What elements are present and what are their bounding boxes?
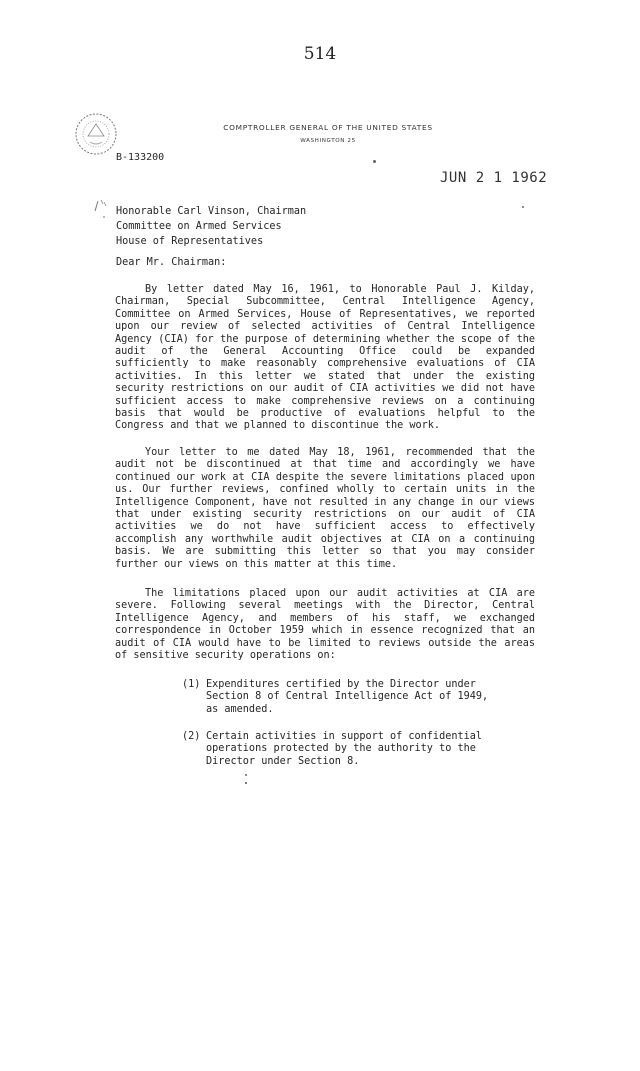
letterhead-city: WASHINGTON 25: [300, 138, 356, 144]
list-item-text: Certain activities in support of confidential operations protected by the authority to the Director under Section 8.: [206, 731, 483, 767]
address-block: [116, 204, 306, 249]
list-item-text: Expenditures certified by the Director under Section 8 of Central Intelligence Act of 1949, as amended.: [206, 679, 489, 715]
scan-speck: [245, 782, 247, 784]
body-paragraph: The limitations placed upon our audit activities at CIA are severe. Following several meetings with the Director, Central Intelligence Agency, and members of his staff, we exchanged correspondence in October 1959 which in essence recognized that an audit of CIA would have to be limited to reviews outside the areas of sensitive security operations on:: [115, 588, 535, 662]
address-line: Honorable Carl Vinson, Chairman: [116, 206, 307, 217]
address-line: Committee on Armed Services: [116, 221, 282, 232]
scan-speck: [522, 206, 524, 208]
list-item-number: (1): [182, 679, 201, 690]
body-paragraph: By letter dated May 16, 1961, to Honorable Paul J. Kilday, Chairman, Special Subcommittee, Central Intelligence Agency, Committee on Armed Services, House of Representatives, we reported upon our review of selected activities of Central Intelligence Agency (CIA) for the purpose of determining whether the scope of the audit of the General Accounting Office could be expanded sufficiently to make reasonably comprehensive evaluations of CIA activities. In this letter we stated that under the existing security restrictions on our audit of CIA activities we did not have sufficient access to make comprehensive reviews on a continuing basis that would be productive of evaluations helpful to the Congress and that we planned to discontinue the work.: [115, 284, 535, 432]
body-paragraph: Your letter to me dated May 18, 1961, recommended that the audit not be discontinued at that time and accordingly we have continued our work at CIA despite the severe limitations placed upon us. Our further reviews, confined wholly to certain units in the Intelligence Component, have not resulted in any change in our views that under existing security restrictions on our audit of CIA activities we do not have sufficient access to effectively accomplish any worthwhile audit objectives at CIA on a continuing basis. We are submitting this letter so that you may consider further our views on this matter at this time.: [115, 447, 535, 570]
salutation: Dear Mr. Chairman:: [116, 257, 227, 268]
list-item: [182, 731, 502, 768]
letter-date: JUN 2 1 1962: [440, 170, 548, 186]
margin-mark-icon: [92, 198, 112, 222]
scan-speck: [245, 774, 247, 776]
page-number: 514: [303, 44, 337, 64]
list-item: [182, 679, 502, 716]
file-number: B-133200: [116, 152, 165, 163]
address-line: House of Representatives: [116, 236, 264, 247]
scan-speck: [373, 160, 376, 163]
agency-seal-icon: [72, 110, 120, 158]
list-item-number: (2): [182, 731, 201, 742]
letterhead-title: COMPTROLLER GENERAL OF THE UNITED STATES: [223, 123, 433, 132]
